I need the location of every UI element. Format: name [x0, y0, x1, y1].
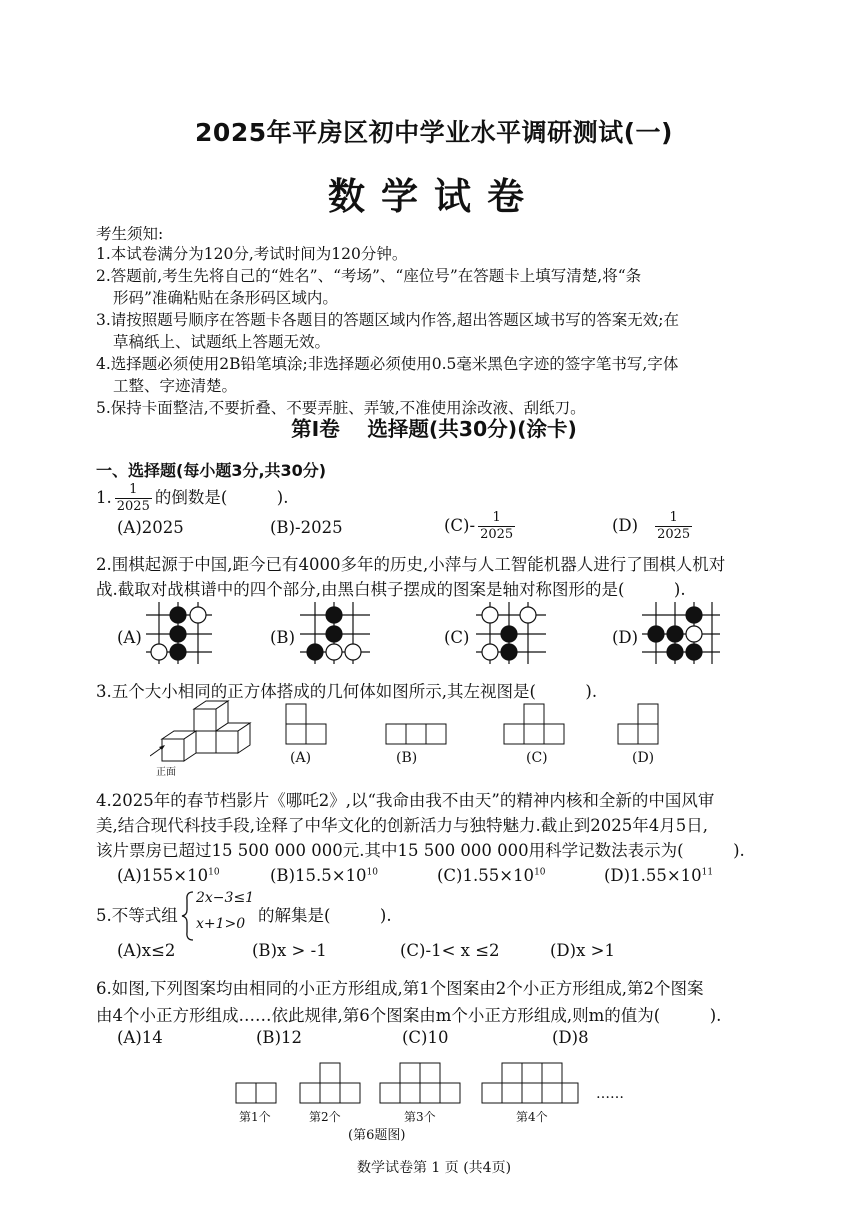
q6-option-b: (B)12 — [256, 1028, 302, 1047]
notice-line: 工整、字迹清楚。 — [113, 377, 238, 395]
q4-b-exp: 10 — [366, 867, 379, 878]
q1-number: 1. — [96, 488, 112, 507]
q1-d-frac-num: 1 — [655, 510, 692, 527]
q2-go-figures — [0, 598, 868, 670]
black-stone — [667, 626, 683, 642]
q3-view-options — [280, 700, 700, 748]
q4-c-base: (C)1.55×10 — [437, 866, 535, 885]
q4-a-base: (A)155×10 — [117, 866, 209, 885]
q6-line-2: 由4个小正方形组成……依此规律,第6个图案由m个小正方形组成,则m的值为( ). — [96, 1006, 722, 1025]
q1-c-sign: - — [469, 516, 476, 535]
q3-b-square — [406, 724, 426, 744]
white-stone — [482, 644, 498, 660]
part-title: 一、选择题(每小题3分,共30分) — [96, 461, 327, 480]
q1-stem-text: 的倒数是( ). — [154, 488, 289, 507]
q3-label-a: (A) — [290, 750, 312, 766]
front-label: 正面 — [156, 767, 176, 778]
exam-subtitle: 数学试卷 — [328, 175, 540, 218]
q6-square — [320, 1063, 340, 1083]
q4-a-exp: 10 — [208, 867, 220, 878]
q2-label-a: (A) — [117, 628, 142, 647]
q6-option-d: (D)8 — [552, 1028, 589, 1047]
q1-c-frac-den: 2025 — [480, 527, 514, 542]
q3-d-square — [618, 724, 638, 744]
q5-option-b: (B)x > -1 — [252, 941, 327, 960]
exam-title: 2025年平房区初中学业水平调研测试(一) — [195, 118, 673, 147]
q6-square — [340, 1083, 360, 1103]
q3-b-square — [426, 724, 446, 744]
q2-label-c: (C) — [444, 628, 470, 647]
q5-stem: 的解集是( ). — [258, 906, 392, 925]
white-stone — [686, 626, 702, 642]
q6-pattern-figure — [230, 1060, 630, 1108]
q6-line-1: 6.如图,下列图案均由相同的小正方形组成,第1个图案由2个小正方形组成,第2个图案 — [96, 979, 704, 998]
q6-square — [256, 1083, 276, 1103]
q1-c-fraction — [478, 510, 515, 543]
q6-square — [542, 1083, 562, 1103]
q6-square — [420, 1083, 440, 1103]
q3-a-square — [286, 704, 306, 724]
go-board-d — [642, 602, 720, 664]
q6-square — [522, 1063, 542, 1083]
q4-line-3: 该片票房已超过15 500 000 000元.其中15 500 000 000用科学记数法表示为( ). — [96, 841, 745, 860]
q3-a-square — [306, 724, 326, 744]
go-board-b — [300, 602, 370, 664]
white-stone — [190, 607, 206, 623]
q6-square — [380, 1083, 400, 1103]
q6-ellipsis: …… — [596, 1086, 624, 1102]
q3-d-square — [638, 704, 658, 724]
black-stone — [326, 626, 342, 642]
q5-inequality-1: 2x−3≤1 — [196, 890, 255, 906]
q3-solid-figure — [150, 698, 260, 778]
q3-c-square — [524, 724, 544, 744]
q1-option-d — [612, 506, 695, 546]
q6-square — [236, 1083, 256, 1103]
go-board-a — [146, 602, 212, 664]
q3-c-square — [504, 724, 524, 744]
q2-label-b: (B) — [270, 628, 295, 647]
q1-d-fraction — [655, 510, 692, 543]
section-title: 第Ⅰ卷 选择题(共30分)(涂卡) — [291, 417, 577, 441]
black-stone — [326, 607, 342, 623]
q6-fig-label-1: 第1个 — [239, 1110, 271, 1124]
question-1-stem — [96, 478, 288, 518]
q5-brace — [180, 890, 196, 942]
q6-square — [320, 1083, 340, 1103]
white-stone — [520, 607, 536, 623]
q4-option-a — [117, 866, 220, 885]
page-footer: 数学试卷第 1 页 (共4页) — [356, 1160, 512, 1176]
q5-option-d: (D)x >1 — [550, 941, 615, 960]
white-stone — [151, 644, 167, 660]
notice-line: 草稿纸上、试题纸上答题无效。 — [113, 333, 331, 351]
black-stone — [686, 644, 702, 660]
notice-line: 1.本试卷满分为120分,考试时间为120分钟。 — [96, 245, 408, 263]
black-stone — [648, 626, 664, 642]
q3-label-d: (D) — [632, 750, 655, 766]
q3-a-square — [286, 724, 306, 744]
q1-option-b: (B)-2025 — [270, 518, 343, 537]
q1-d-prefix: (D) — [612, 516, 639, 535]
notice-line: 3.请按照题号顺序在答题卡各题目的答题区域内作答,超出答题区域书写的答案无效;在 — [96, 311, 679, 329]
q6-square — [482, 1083, 502, 1103]
q1-c-prefix: (C) — [444, 516, 470, 535]
q5-prefix: 5.不等式组 — [96, 906, 178, 925]
q5-option-a: (A)x≤2 — [117, 941, 176, 960]
notice-line: 形码”准确粘贴在条形码区域内。 — [113, 289, 338, 307]
q6-square — [300, 1083, 320, 1103]
q4-b-base: (B)15.5×10 — [270, 866, 367, 885]
black-stone — [686, 607, 702, 623]
q3-d-square — [638, 724, 658, 744]
go-board-c — [476, 602, 546, 664]
q4-d-base: (D)1.55×10 — [604, 866, 702, 885]
q4-option-d — [604, 866, 713, 885]
q3-line-1: 3.五个大小相同的正方体搭成的几何体如图所示,其左视图是( ). — [96, 682, 598, 701]
q6-fig-label-3: 第3个 — [404, 1110, 436, 1124]
black-stone — [170, 644, 186, 660]
q3-c-square — [524, 704, 544, 724]
q6-square — [400, 1083, 420, 1103]
q6-square — [522, 1083, 542, 1103]
q3-c-square — [544, 724, 564, 744]
notice-line: 2.答题前,考生先将自己的“姓名”、“考场”、“座位号”在答题卡上填写清楚,将“条 — [96, 267, 642, 285]
q2-line-2: 战.截取对战棋谱中的四个部分,由黑白棋子摆成的图案是轴对称图形的是( ). — [96, 580, 686, 599]
q2-line-1: 2.围棋起源于中国,距今已有4000多年的历史,小萍与人工智能机器人进行了围棋人机对 — [96, 555, 726, 574]
q3-b-square — [386, 724, 406, 744]
black-stone — [170, 607, 186, 623]
q6-caption: (第6题图) — [348, 1128, 406, 1143]
notice-heading: 考生须知: — [96, 225, 164, 243]
q6-option-c: (C)10 — [402, 1028, 449, 1047]
q1-c-frac-num: 1 — [478, 510, 515, 527]
q6-fig-label-2: 第2个 — [309, 1110, 341, 1124]
q3-label-c: (C) — [526, 750, 548, 766]
black-stone — [307, 644, 323, 660]
q1-fraction — [115, 482, 152, 515]
q4-line-2: 美,结合现代科技手段,诠释了中华文化的创新活力与独特魅力.截止到2025年4月5日, — [96, 816, 708, 835]
q1-option-a: (A)2025 — [117, 518, 184, 537]
q4-d-exp: 11 — [701, 867, 714, 878]
notice-line: 5.保持卡面整洁,不要折叠、不要弄脏、弄皱,不准使用涂改液、刮纸刀。 — [96, 399, 586, 417]
black-stone — [501, 644, 517, 660]
q6-square — [542, 1063, 562, 1083]
q6-square — [420, 1063, 440, 1083]
q1-frac-num: 1 — [115, 482, 152, 499]
q6-square — [502, 1063, 522, 1083]
black-stone — [170, 626, 186, 642]
q4-option-b — [270, 866, 378, 885]
q4-line-1: 4.2025年的春节档影片《哪吒2》,以“我命由我不由天”的精神内核和全新的中国风审 — [96, 791, 715, 810]
q1-option-c — [444, 506, 518, 546]
black-stone — [501, 626, 517, 642]
q5-option-c: (C)-1< x ≤2 — [400, 941, 500, 960]
q2-label-d: (D) — [612, 628, 639, 647]
q6-square — [440, 1083, 460, 1103]
q1-frac-den: 2025 — [116, 499, 150, 514]
white-stone — [326, 644, 342, 660]
q4-c-exp: 10 — [534, 867, 546, 878]
q6-square — [502, 1083, 522, 1103]
q6-fig-label-4: 第4个 — [516, 1110, 548, 1124]
q6-square — [400, 1063, 420, 1083]
q5-inequality-2: x+1>0 — [196, 916, 246, 932]
q4-option-c — [437, 866, 546, 885]
black-stone — [667, 644, 683, 660]
q6-option-a: (A)14 — [117, 1028, 163, 1047]
q6-square — [562, 1083, 578, 1103]
notice-line: 4.选择题必须使用2B铅笔填涂;非选择题必须使用0.5毫米黑色字迹的签字笔书写,字体 — [96, 355, 679, 373]
q3-label-b: (B) — [396, 750, 418, 766]
white-stone — [345, 644, 361, 660]
white-stone — [482, 607, 498, 623]
q1-d-frac-den: 2025 — [657, 527, 691, 542]
